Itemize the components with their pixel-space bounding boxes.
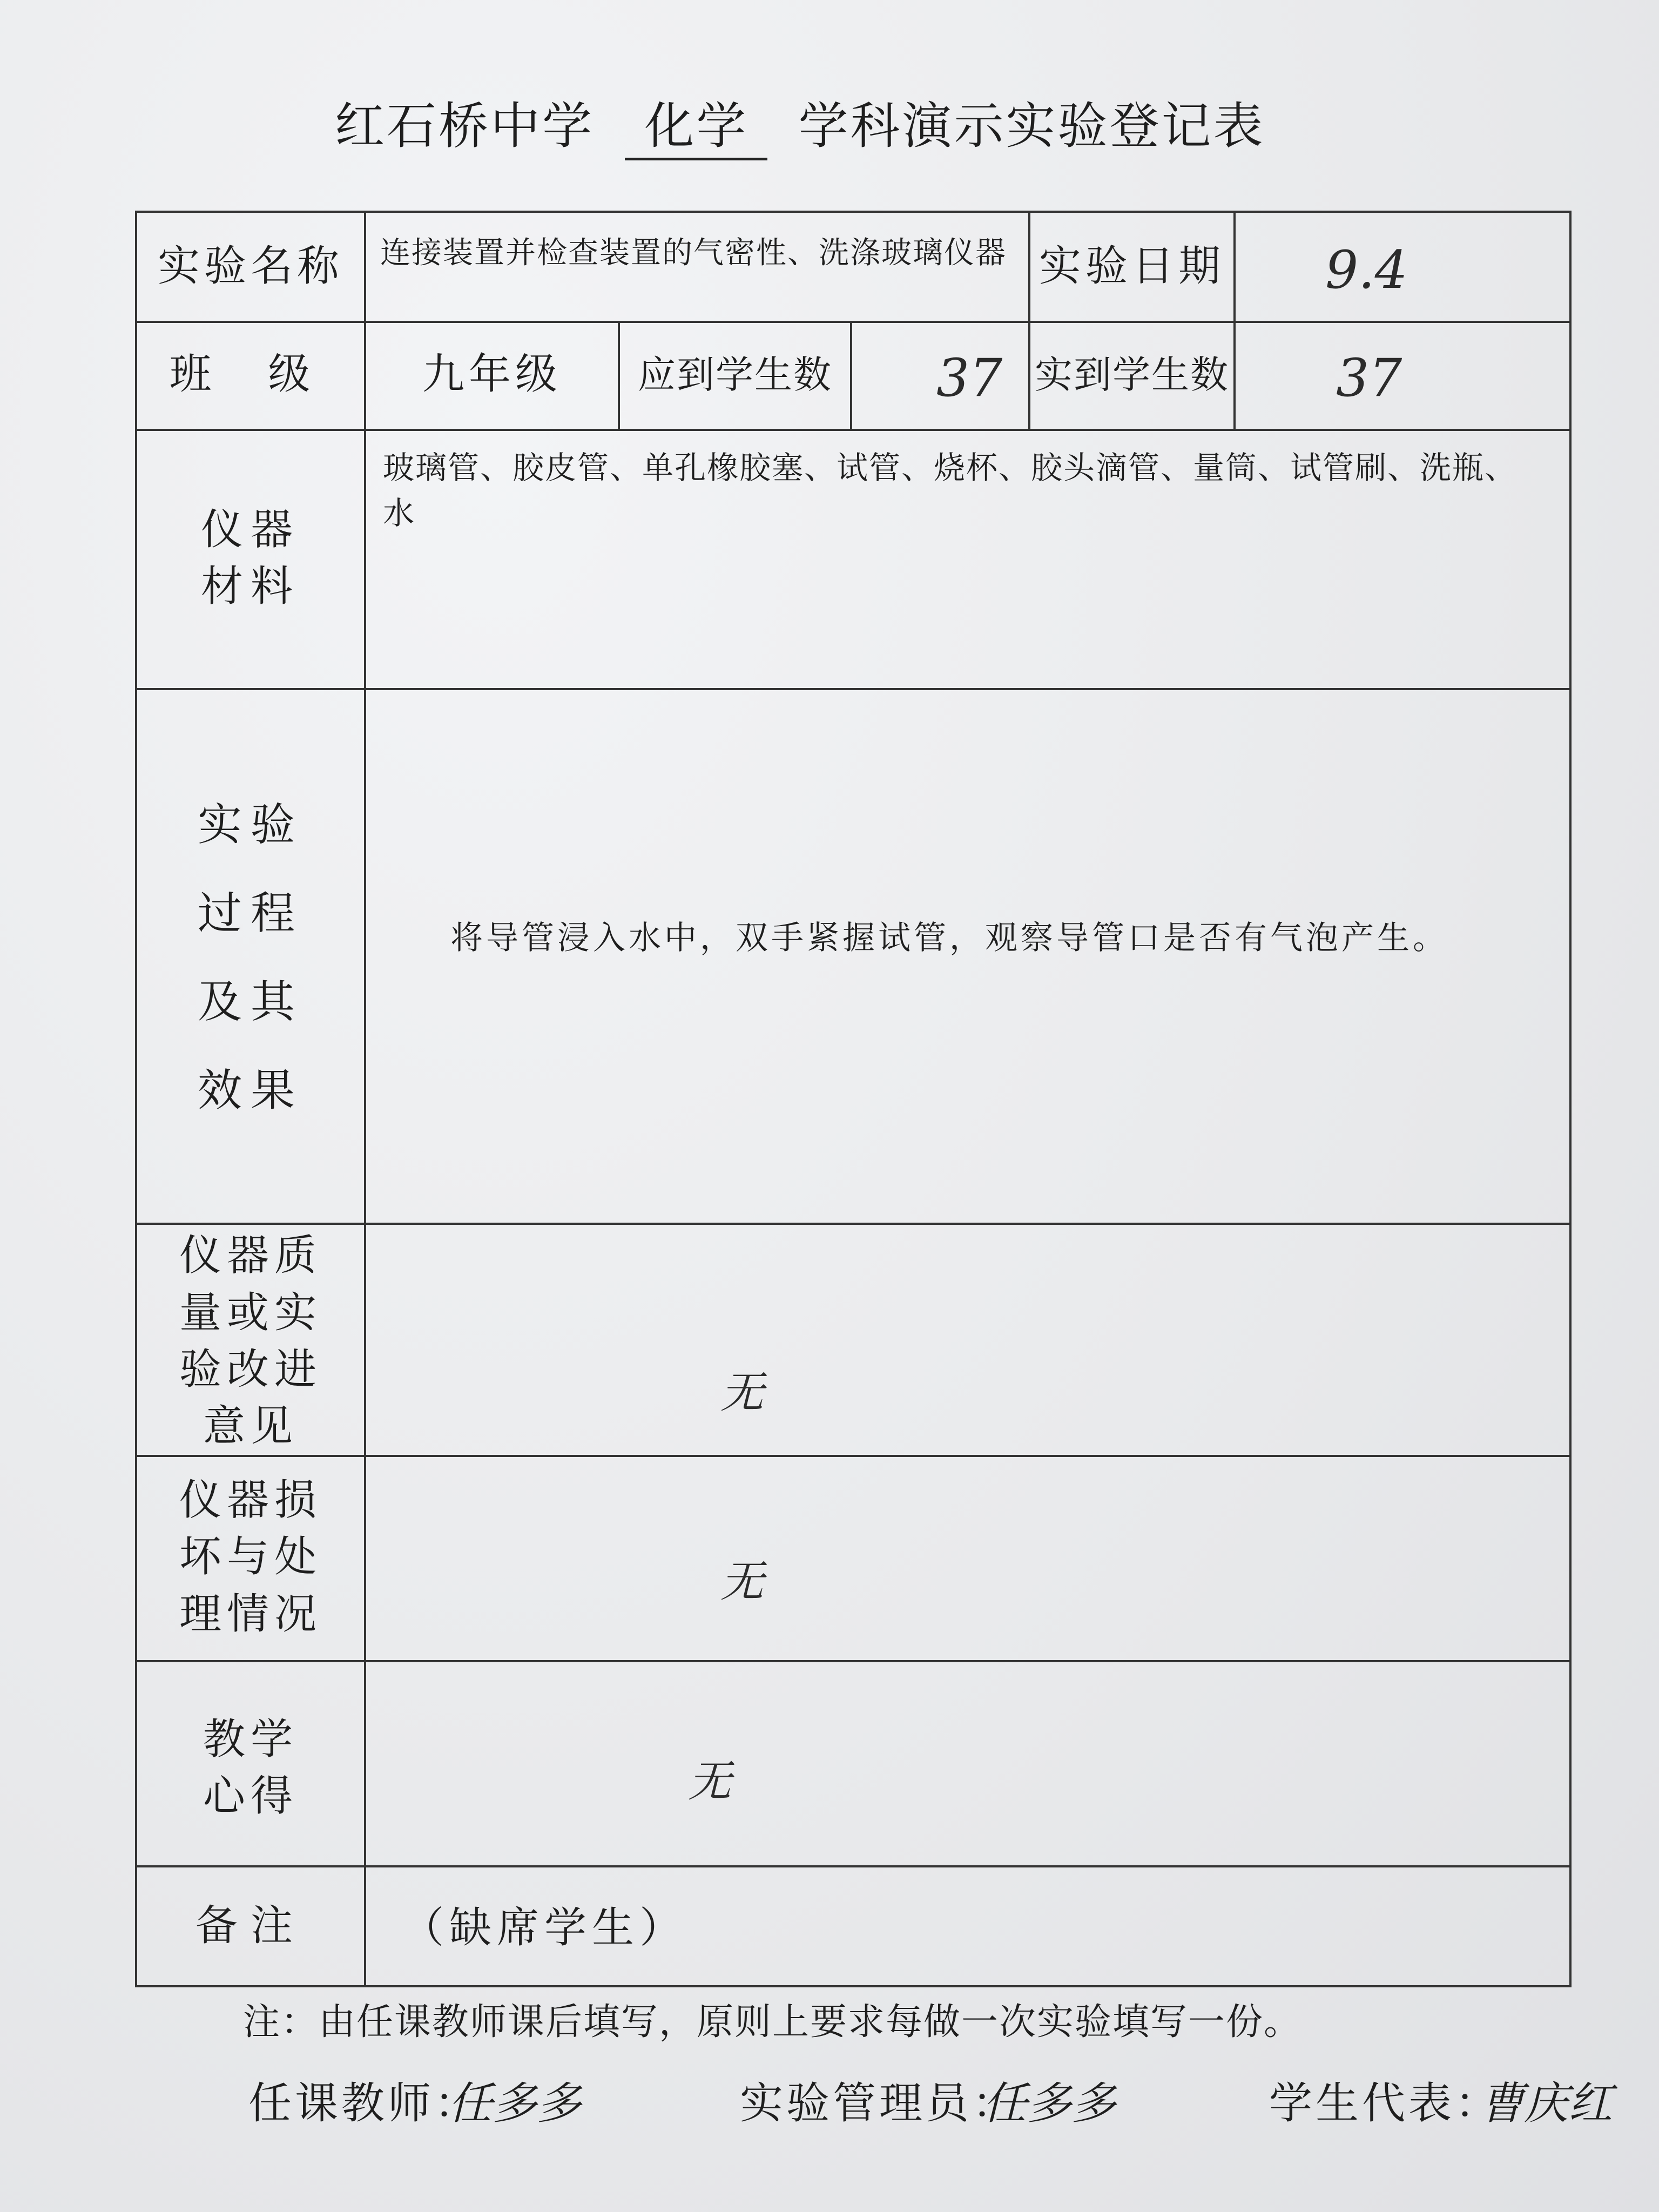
remarks-value: （缺席学生） bbox=[402, 1904, 687, 1952]
title-school: 红石桥中学 bbox=[335, 97, 595, 155]
date-label: 实验日期 bbox=[1038, 242, 1225, 291]
materials-label: 仪器材料 bbox=[200, 505, 300, 611]
name-label: 实验名称 bbox=[157, 242, 343, 291]
date-value: 9.4 bbox=[1325, 240, 1408, 300]
form-title bbox=[335, 86, 1361, 178]
damage-value: 无 bbox=[720, 1556, 764, 1607]
quality-label: 仪器质量或实验改进意见 bbox=[179, 1231, 322, 1451]
quality-value: 无 bbox=[720, 1367, 764, 1418]
remarks-label: 备注 bbox=[195, 1901, 306, 1951]
row-divider bbox=[137, 1455, 1569, 1457]
expected-value: 37 bbox=[936, 348, 1003, 408]
row-divider bbox=[137, 1660, 1569, 1662]
actual-value: 37 bbox=[1336, 348, 1402, 408]
teacher-signature: 任多多 bbox=[448, 2078, 581, 2129]
expected-label: 应到学生数 bbox=[638, 352, 832, 397]
teacher-label: 任课教师： bbox=[248, 2078, 481, 2128]
row-divider bbox=[137, 1223, 1569, 1225]
class-label: 班 级 bbox=[169, 350, 332, 399]
admin-label: 实验管理员： bbox=[740, 2078, 1019, 2128]
process-label: 实验过程及其效果 bbox=[197, 799, 304, 1116]
col-divider bbox=[850, 321, 852, 429]
name-value: 连接装置并检查装置的气密性、洗涤玻璃仪器 bbox=[380, 235, 1007, 271]
teaching-value: 无 bbox=[688, 1756, 731, 1806]
teaching-label: 教学心得 bbox=[203, 1715, 298, 1820]
materials-value: 玻璃管、胶皮管、单孔橡胶塞、试管、烧杯、胶头滴管、量筒、试管刷、洗瓶、水 bbox=[383, 449, 1518, 532]
student-signature: 曹庆红 bbox=[1480, 2078, 1613, 2129]
registration-table bbox=[135, 211, 1572, 1987]
admin-signature: 任多多 bbox=[983, 2078, 1116, 2129]
col-divider bbox=[364, 213, 366, 1985]
title-rest: 学科演示实验登记表 bbox=[798, 97, 1265, 155]
title-subject: 化学 bbox=[625, 86, 767, 160]
col-divider bbox=[1233, 213, 1236, 429]
row-divider bbox=[137, 429, 1569, 431]
actual-label: 实到学生数 bbox=[1035, 352, 1229, 397]
class-value: 九年级 bbox=[422, 350, 562, 399]
student-label: 学生代表： bbox=[1269, 2078, 1501, 2128]
footer-note: 注：由任课教师课后填写，原则上要求每做一次实验填写一份。 bbox=[243, 2001, 1302, 2044]
row-divider bbox=[137, 688, 1569, 690]
damage-label: 仪器损坏与处理情况 bbox=[179, 1476, 322, 1638]
process-value: 将导管浸入水中，双手紧握试管，观察导管口是否有气泡产生。 bbox=[450, 919, 1448, 957]
